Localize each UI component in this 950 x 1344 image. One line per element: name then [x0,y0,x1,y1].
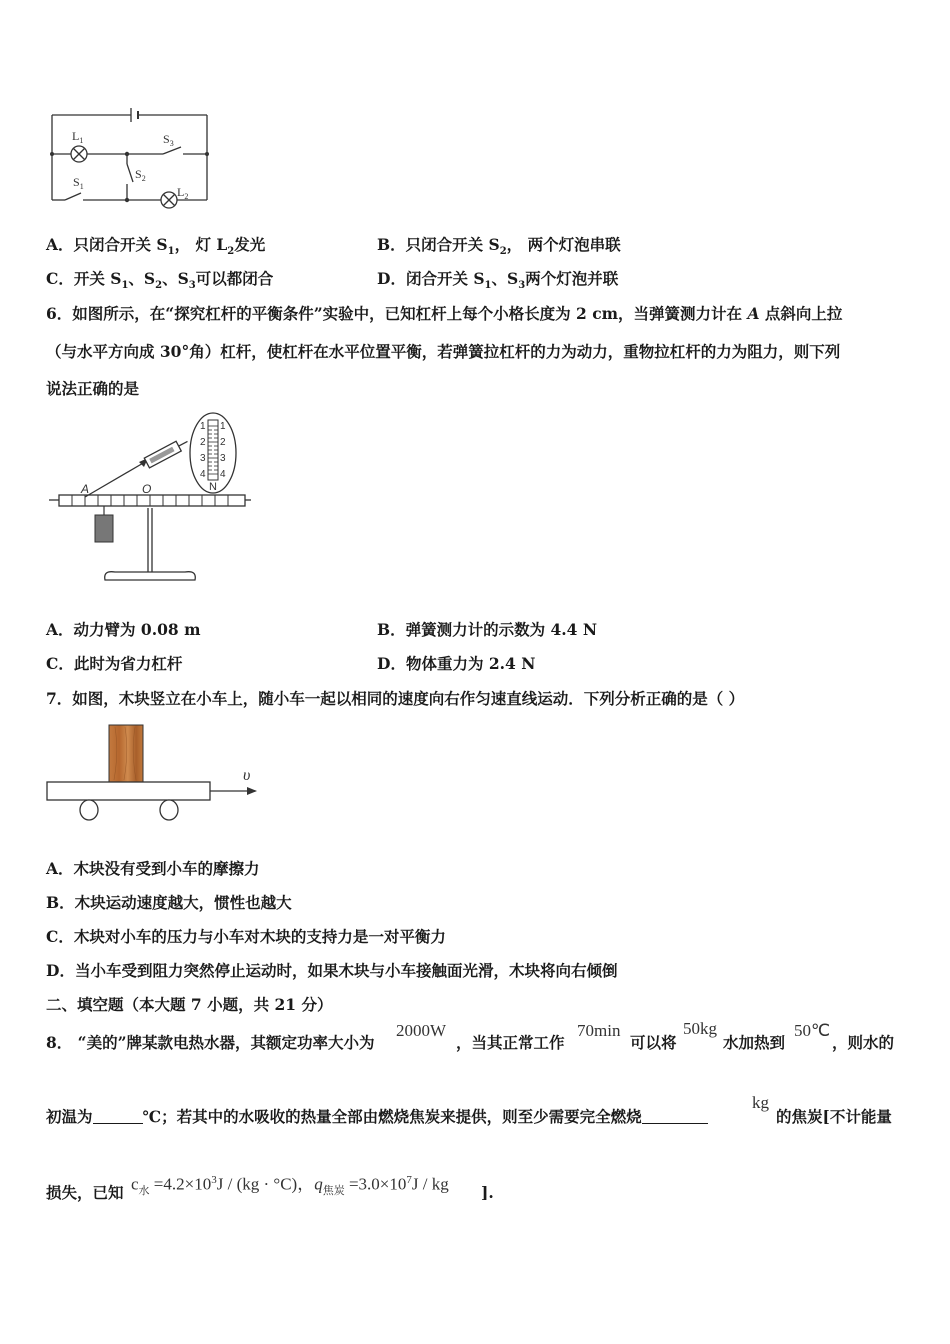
answer-blank-temp[interactable] [93,1107,143,1124]
label-point-a: A [81,482,90,496]
q6-stem-line3: 说法正确的是 [46,379,140,398]
label-s2: $S_2$ [135,167,146,183]
scale-unit-n: N [209,481,217,493]
cart-body [47,782,210,800]
scale-tick-3-left: 3 [200,453,206,464]
velocity-label: υ [243,767,251,784]
lever-diagram [45,410,255,585]
stand-base [105,572,196,580]
label-l1: $L_1$ [72,129,84,145]
scale-tick-2-left: 2 [200,437,206,448]
q5-option-b: B．只闭合开关 $S_2$， 两个灯泡串联 [377,235,621,258]
label-point-o: O [142,482,152,496]
q8-line3-suffix: ]. [481,1183,494,1202]
q8-text-5: ，则水的 [832,1033,895,1052]
q8-text-1: 8． “美的”牌某款电热水器，其额定功率大小为 [46,1033,375,1052]
q7-option-b: B．木块运动速度越大，惯性也越大 [46,893,292,912]
spring-scale-hook [85,462,145,497]
q8-text-tail: 的焦炭[不计能量 [776,1107,892,1126]
q8-text-4: 水加热到 [723,1033,786,1052]
cart-diagram [45,722,275,827]
q5-option-c: C．开关 $S_1$、$S_2$、$S_3$可以都闭合 [46,269,274,292]
q8-math-power: 2000W [396,1021,447,1040]
q8-formula-c: $c_水 =4.2\times 10^3J / (kg \cdot ^\circ C)$，$q_{焦炭} =3.0\times 10^7J$ / kg [131,1174,449,1198]
scale-tick-4-left: 4 [200,469,206,480]
switch-s1-blade [65,193,81,200]
q8-text-3: 可以将 [630,1033,677,1052]
q7-stem: 7．如图，木块竖立在小车上，随小车一起以相同的速度向右作匀速直线运动．下列分析正确的是（ ） [46,689,745,708]
q8-math-kg: kg [752,1093,769,1112]
q7-option-a: A．木块没有受到小车的摩擦力 [46,859,260,878]
q7-option-d: D．当小车受到阻力突然停止运动时，如果木块与小车接触面光滑，木块将向右倾倒 [46,961,618,980]
q8-math-temp: 50℃ [794,1021,831,1040]
scale-tick-2-right: 2 [220,437,226,448]
label-s3: $S_3$ [163,132,174,148]
q5-option-a: A．只闭合开关 $S_1$， 灯 $L_2$发光 [46,235,266,258]
cart-wheel-right [160,800,178,820]
q6-stem-line1: 6．如图所示，在“探究杠杆的平衡条件”实验中，已知杠杆上每个小格长度为 2 cm，当弹簧测力计在 A 点斜向上拉 [46,304,843,323]
q6-option-c: C．此时为省力杠杆 [46,654,183,673]
cart-wheel-left [80,800,98,820]
q6-stem-line2: （与水平方向成 30°角）杠杆，使杠杆在水平位置平衡，若弹簧拉杠杆的力为动力，重物拉杠杆的力为阻力，则下列 [46,342,841,361]
weight-block [95,515,113,542]
q8-line2: 初温为 ℃；若其中的水吸收的热量全部由燃烧焦炭来提供，则至少需要完全燃烧 [46,1107,708,1127]
q7-option-c: C．木块对小车的压力与小车对木块的支持力是一对平衡力 [46,927,446,946]
section-heading: 二、填空题（本大题 7 小题，共 21 分） [46,995,333,1014]
switch-s3-blade [163,147,181,154]
label-s1: $S_1$ [73,175,84,191]
q8-text-2: ，当其正常工作 [456,1033,565,1052]
answer-blank-mass[interactable] [642,1107,708,1124]
q6-option-a: A．动力臂为 0.08 m [46,620,201,639]
q8-line3-prefix: 损失，已知 [46,1183,124,1202]
q5-option-d: D．闭合开关 $S_1$、$S_3$两个灯泡并联 [377,269,619,292]
label-l2: $L_2$ [177,185,189,201]
q8-math-mass: 50kg [683,1019,717,1038]
lever-bar [59,495,245,506]
circuit-diagram [45,100,215,210]
scale-tick-4-right: 4 [220,469,226,480]
scale-tick-3-right: 3 [220,453,226,464]
q6-option-d: D．物体重力为 2.4 N [377,654,536,673]
q8-math-time: 70min [577,1021,621,1040]
scale-tick-1-right: 1 [220,421,226,432]
switch-s2-blade [127,164,133,182]
scale-tick-1-left: 1 [200,421,206,432]
q6-option-b: B．弹簧测力计的示数为 4.4 N [377,620,598,639]
